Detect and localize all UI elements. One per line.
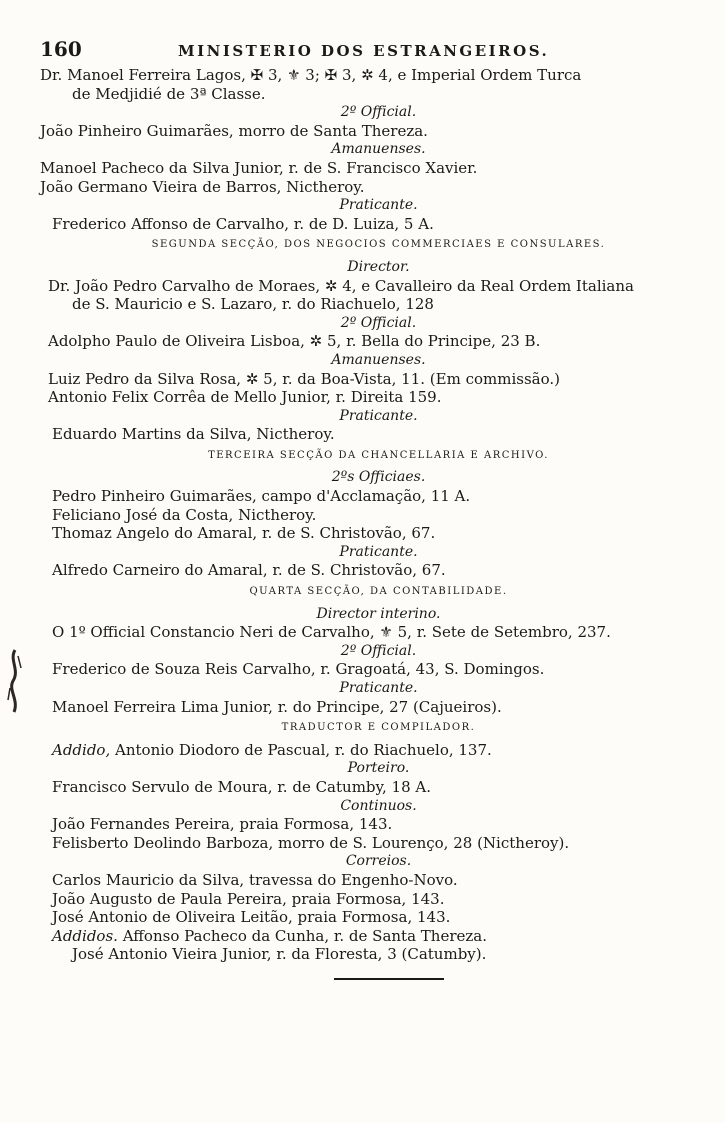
running-head: MINISTERIO DOS ESTRANGEIROS. (178, 42, 550, 60)
directory-entry (40, 908, 677, 927)
entry-text: Manoel Ferreira Lima Junior, r. do Principe, 27 (Cajueiros). (52, 697, 502, 716)
directory-entry (40, 159, 677, 178)
closing-rule (334, 978, 444, 980)
role-heading (40, 314, 677, 333)
entry-text: Director interino. (316, 605, 441, 622)
directory-entry (40, 487, 677, 506)
role-heading (40, 797, 677, 816)
role-heading (40, 407, 677, 426)
directory-entry (40, 425, 677, 444)
entry-label: Addidos. (52, 926, 118, 945)
entry-continuation (40, 295, 677, 314)
entry-text: Affonso Pacheco da Cunha, r. de Santa Thereza. (117, 926, 487, 945)
directory-entry (40, 623, 677, 642)
entry-text: João Pinheiro Guimarães, morro de Santa Thereza. (40, 121, 428, 140)
directory-entry (40, 741, 677, 760)
directory-entry (40, 927, 677, 946)
entry-text: Continuos. (340, 797, 417, 814)
directory-entry (40, 178, 677, 197)
entry-text: Frederico de Souza Reis Carvalho, r. Gragoatá, 43, S. Domingos. (52, 660, 545, 679)
entry-text: Praticante. (339, 680, 418, 696)
entry-text: Antonio Diodoro de Pascual, r. do Riachuelo, 137. (110, 740, 492, 759)
directory-entry (40, 506, 677, 525)
entry-text: João Germano Vieira de Barros, Nictheroy. (40, 177, 365, 196)
entry-text: Porteiro. (347, 760, 410, 777)
directory-entry (40, 871, 677, 890)
entry-text: Director. (347, 258, 410, 275)
directory-entry (40, 277, 677, 296)
entry-text: Luiz Pedro da Silva Rosa, ✲ 5, r. da Boa-Vista, 11. (Em commissão.) (48, 369, 560, 388)
entry-text: Amanuenses. (331, 141, 426, 158)
entry-continuation (40, 85, 677, 104)
directory-entry (40, 370, 677, 389)
directory-entry (40, 890, 677, 909)
role-heading (40, 351, 677, 370)
role-heading (40, 468, 677, 487)
role-heading (40, 852, 677, 871)
entry-text: Dr. João Pedro Carvalho de Moraes, ✲ 4, e Cavalleiro da Real Ordem Italiana (48, 276, 634, 295)
role-heading (40, 258, 677, 277)
directory-listing (40, 66, 677, 964)
entry-text: Frederico Affonso de Carvalho, r. de D. Luiza, 5 A. (52, 214, 434, 233)
entry-text: Eduardo Martins da Silva, Nictheroy. (52, 425, 335, 444)
entry-label: Addido, (52, 740, 111, 759)
directory-entry (40, 561, 677, 580)
directory-entry (40, 698, 677, 717)
entry-text: Dr. Manoel Ferreira Lagos, ✠ 3, ⚜ 3; ✠ 3, ✲ 4, e Imperial Ordem Turca (40, 66, 582, 84)
entry-text: João Augusto de Paula Pereira, praia Formosa, 143. (52, 889, 445, 908)
entry-text: José Antonio de Oliveira Leitão, praia Formosa, 143. (52, 908, 451, 927)
entry-text: TRADUCTOR E COMPILADOR. (281, 722, 476, 734)
role-heading (40, 196, 677, 215)
role-heading (40, 140, 677, 159)
directory-entry (40, 388, 677, 407)
entry-text: 2º Official. (340, 314, 417, 331)
entry-text: 2º Official. (340, 642, 417, 659)
entry-text: Thomaz Angelo do Amaral, r. de S. Christovão, 67. (52, 524, 436, 543)
role-heading (40, 679, 677, 698)
entry-text: TERCEIRA SECÇÃO DA CHANCELLARIA E ARCHIVO. (208, 449, 549, 461)
directory-entry (40, 524, 677, 543)
entry-text: Feliciano José da Costa, Nictheroy. (52, 505, 317, 524)
section-heading (40, 583, 677, 602)
entry-text: Alfredo Carneiro do Amaral, r. de S. Christovão, 67. (52, 561, 446, 580)
entry-text: Amanuenses. (331, 351, 426, 368)
entry-text: de S. Mauricio e S. Lazaro, r. do Riachuelo, 128 (72, 295, 434, 314)
entry-text: de Medjidié de 3ª Classe. (72, 84, 266, 103)
directory-entry (40, 122, 677, 141)
role-heading (40, 642, 677, 661)
entry-text: Antonio Felix Corrêa de Mello Junior, r. Direita 159. (48, 388, 442, 407)
entry-text: O 1º Official Constancio Neri de Carvalho, ⚜ 5, r. Sete de Setembro, 237. (52, 623, 611, 642)
section-heading (40, 236, 677, 255)
directory-entry (40, 815, 677, 834)
page-header (40, 37, 677, 62)
entry-text: 2ºs Officiaes. (331, 469, 426, 486)
directory-entry (40, 945, 677, 964)
role-heading (40, 103, 677, 122)
page-number: 160 (40, 37, 82, 61)
entry-text: 2º Official. (340, 104, 417, 121)
role-heading (40, 543, 677, 562)
directory-entry (40, 332, 677, 351)
directory-entry (40, 834, 677, 853)
entry-text: Correios. (345, 853, 412, 870)
entry-text: João Fernandes Pereira, praia Formosa, 143. (52, 815, 393, 834)
role-heading (40, 759, 677, 778)
role-heading (40, 605, 677, 624)
entry-text: José Antonio Vieira Junior, r. da Floresta, 3 (Catumby). (72, 945, 487, 964)
directory-entry (40, 778, 677, 797)
entry-text: Carlos Mauricio da Silva, travessa do Engenho-Novo. (52, 870, 458, 889)
entry-text: Adolpho Paulo de Oliveira Lisboa, ✲ 5, r. Bella do Principe, 23 B. (48, 332, 541, 351)
entry-text: Praticante. (339, 197, 418, 214)
entry-text: SEGUNDA SECÇÃO, DOS NEGOCIOS COMMERCIAES E CONSULARES. (151, 239, 606, 251)
directory-entry (40, 660, 677, 679)
entry-text: Manoel Pacheco da Silva Junior, r. de S. Francisco Xavier. (40, 158, 478, 177)
entry-text: Praticante. (339, 407, 418, 424)
entry-text: Francisco Servulo de Moura, r. de Catumby, 18 A. (52, 777, 431, 796)
margin-bracket-mark (6, 648, 24, 714)
section-heading (40, 719, 677, 738)
section-heading (40, 447, 677, 466)
directory-entry (40, 66, 677, 85)
directory-entry (40, 215, 677, 234)
entry-text: Pedro Pinheiro Guimarães, campo d'Acclamação, 11 A. (52, 487, 471, 506)
entry-text: Felisberto Deolindo Barboza, morro de S. Lourenço, 28 (Nictheroy). (52, 833, 570, 852)
entry-text: QUARTA SECÇÃO, DA CONTABILIDADE. (249, 586, 508, 598)
entry-text: Praticante. (339, 543, 418, 560)
